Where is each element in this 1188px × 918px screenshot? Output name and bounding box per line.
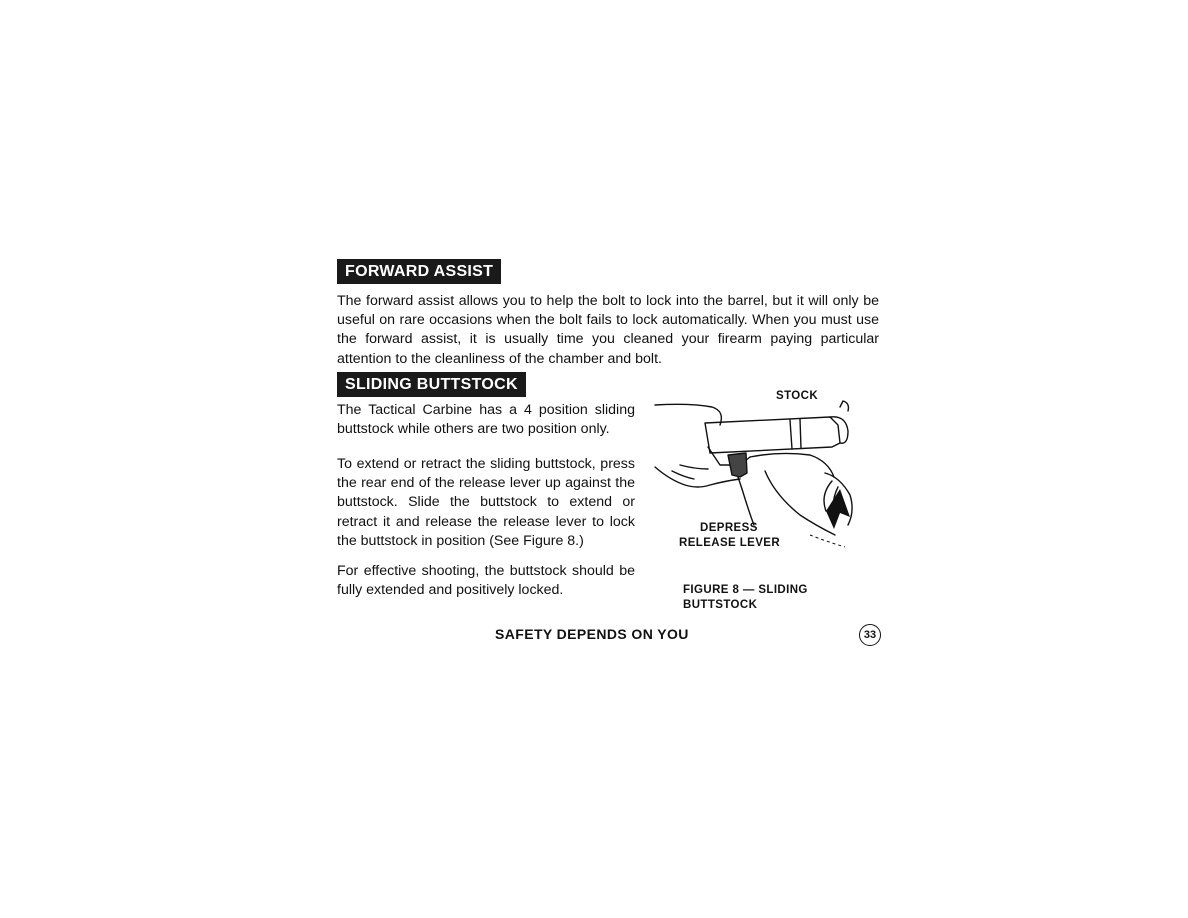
page-number: 33 (859, 624, 881, 646)
figure-label-release-lever: RELEASE LEVER (679, 537, 781, 549)
section-heading-sliding-buttstock: SLIDING BUTTSTOCK (337, 372, 526, 397)
paragraph-buttstock-instructions: To extend or retract the sliding buttstock, press the rear end of the release lever up against the buttstock. Slide the buttstock to extend or retract it and release the release lever to lock the buttstock in position (See Figure 8.) (337, 456, 635, 549)
paragraph-forward-assist: The forward assist allows you to help the bolt to lock into the barrel, but it will only be useful on rare occasions when the bolt fails to lock automatically. When you must use the forward assist, it is usually time you cleaned your firearm paying particular attention to the cleanliness of the chamber and bolt. (337, 293, 879, 367)
figure-label-depress: DEPRESS (700, 522, 758, 534)
section-heading-forward-assist: FORWARD ASSIST (337, 259, 501, 284)
figure-caption-line-2: BUTTSTOCK (683, 599, 758, 611)
figure-label-stock: STOCK (776, 390, 819, 402)
footer-safety-text: SAFETY DEPENDS ON YOU (495, 626, 689, 642)
figure-caption-line-1: FIGURE 8 — SLIDING (683, 584, 808, 596)
paragraph-buttstock-intro: The Tactical Carbine has a 4 position sliding buttstock while others are two position only. (337, 402, 635, 438)
paragraph-buttstock-shooting: For effective shooting, the buttstock should be fully extended and positively locked. (337, 563, 635, 599)
